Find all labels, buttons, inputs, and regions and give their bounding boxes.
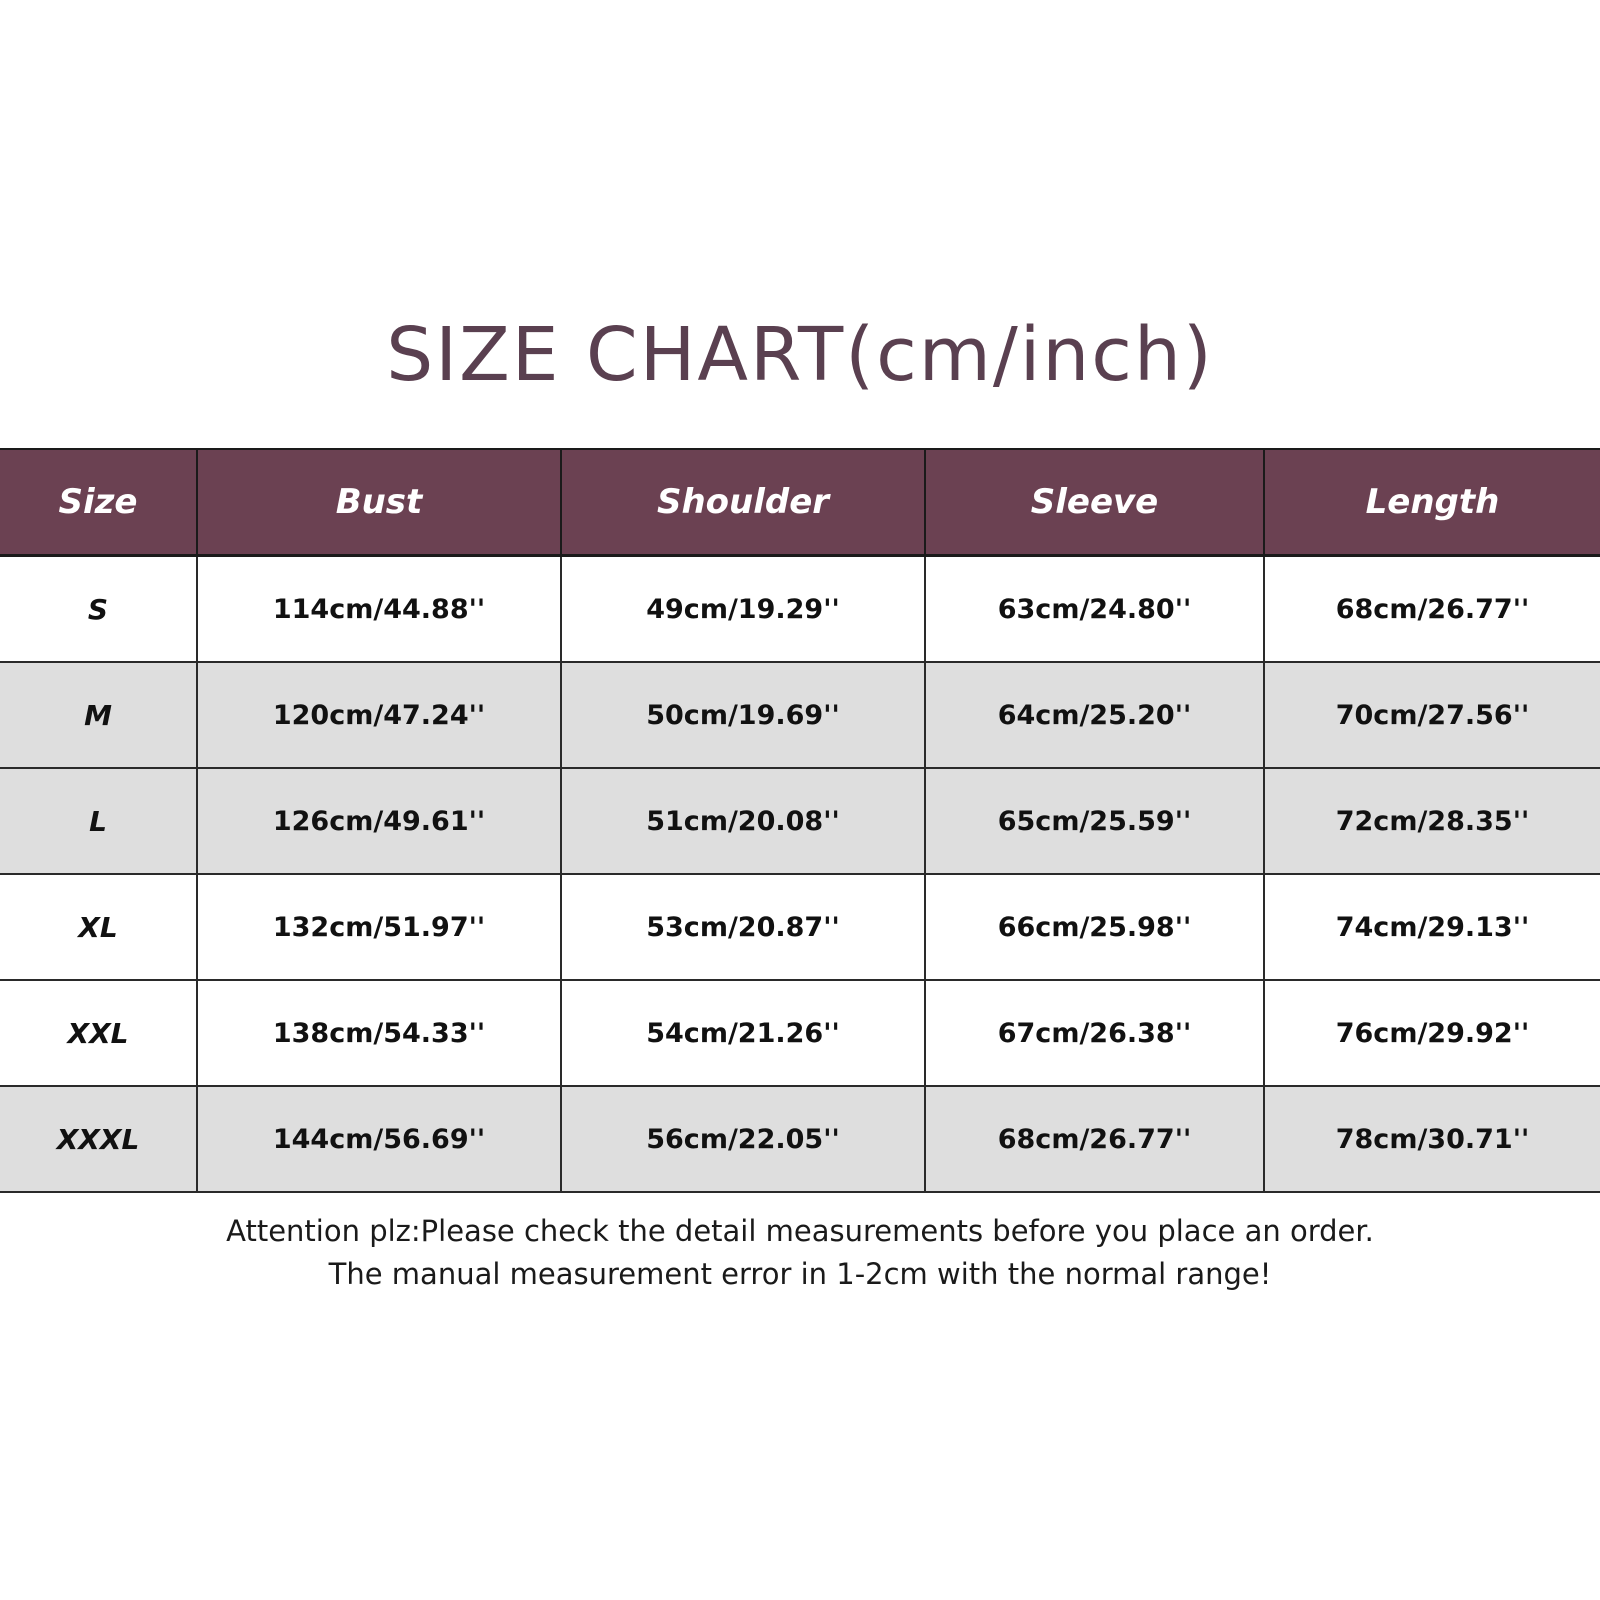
- table-row: [0, 768, 1600, 874]
- sleeve-cell: 63cm/24.80'': [925, 556, 1264, 663]
- size-chart-title: SIZE CHART(cm/inch): [386, 312, 1214, 398]
- size-cell: S: [0, 556, 197, 663]
- bust-cell: 126cm/49.61'': [197, 768, 561, 874]
- note-line-1: Attention plz:Please check the detail measurements before you place an order.: [226, 1214, 1374, 1248]
- bust-cell: 138cm/54.33'': [197, 980, 561, 1086]
- shoulder-cell: 53cm/20.87'': [561, 874, 925, 980]
- header-bust: Bust: [197, 449, 561, 556]
- length-cell: 78cm/30.71'': [1264, 1086, 1600, 1192]
- shoulder-cell: 51cm/20.08'': [561, 768, 925, 874]
- length-cell: 72cm/28.35'': [1264, 768, 1600, 874]
- length-cell: 70cm/27.56'': [1264, 662, 1600, 768]
- note-line-2: The manual measurement error in 1-2cm with the normal range!: [328, 1257, 1272, 1291]
- length-cell: 76cm/29.92'': [1264, 980, 1600, 1086]
- shoulder-cell: 50cm/19.69'': [561, 662, 925, 768]
- table-row: [0, 980, 1600, 1086]
- length-cell: 68cm/26.77'': [1264, 556, 1600, 663]
- size-cell: L: [0, 768, 197, 874]
- shoulder-cell: 54cm/21.26'': [561, 980, 925, 1086]
- sleeve-cell: 64cm/25.20'': [925, 662, 1264, 768]
- table-row: [0, 662, 1600, 768]
- attention-note: [0, 1210, 1600, 1296]
- header-size: Size: [0, 449, 197, 556]
- sleeve-cell: 65cm/25.59'': [925, 768, 1264, 874]
- bust-cell: 114cm/44.88'': [197, 556, 561, 663]
- size-cell: M: [0, 662, 197, 768]
- sleeve-cell: 67cm/26.38'': [925, 980, 1264, 1086]
- header-shoulder: Shoulder: [561, 449, 925, 556]
- size-cell: XXXL: [0, 1086, 197, 1192]
- size-cell: XL: [0, 874, 197, 980]
- size-chart-table: [0, 448, 1600, 1193]
- shoulder-cell: 49cm/19.29'': [561, 556, 925, 663]
- header-sleeve: Sleeve: [925, 449, 1264, 556]
- sleeve-cell: 68cm/26.77'': [925, 1086, 1264, 1192]
- bust-cell: 132cm/51.97'': [197, 874, 561, 980]
- table-row: [0, 556, 1600, 663]
- bust-cell: 120cm/47.24'': [197, 662, 561, 768]
- size-cell: XXL: [0, 980, 197, 1086]
- header-length: Length: [1264, 449, 1600, 556]
- shoulder-cell: 56cm/22.05'': [561, 1086, 925, 1192]
- sleeve-cell: 66cm/25.98'': [925, 874, 1264, 980]
- table-row: [0, 874, 1600, 980]
- length-cell: 74cm/29.13'': [1264, 874, 1600, 980]
- bust-cell: 144cm/56.69'': [197, 1086, 561, 1192]
- table-row: [0, 1086, 1600, 1192]
- table-header-row: [0, 449, 1600, 556]
